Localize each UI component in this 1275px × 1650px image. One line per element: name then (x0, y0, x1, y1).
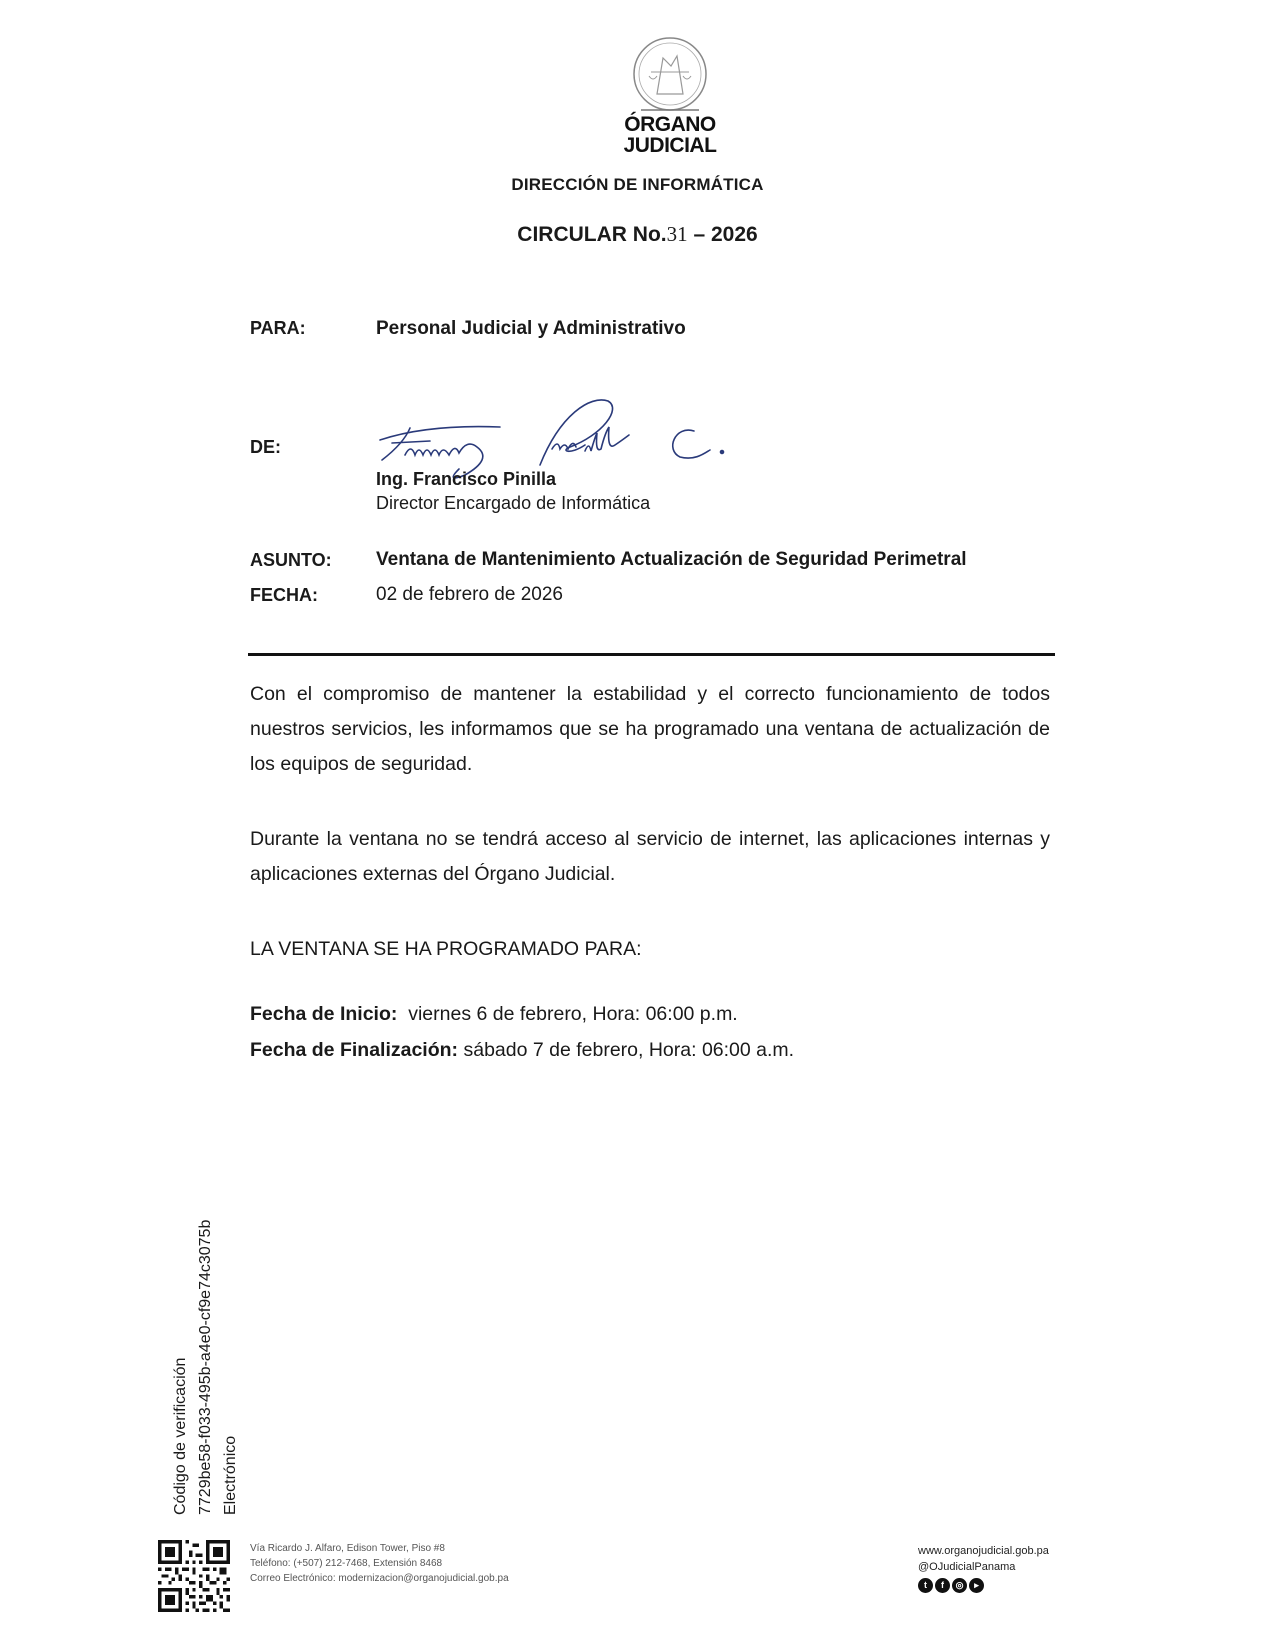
fecha-label: FECHA: (250, 585, 318, 605)
logo-text-organo: ÓRGANO (624, 113, 716, 136)
qr-code-icon[interactable] (158, 1540, 230, 1612)
facebook-icon[interactable]: f (935, 1578, 950, 1593)
start-value: viernes 6 de febrero, Hora: 06:00 p.m. (408, 1003, 738, 1025)
signer-name: Ing. Francisco Pinilla (376, 469, 557, 489)
signer-title: Director Encargado de Informática (376, 493, 651, 513)
end-date-line (250, 1039, 794, 1062)
footer-address (250, 1541, 509, 1586)
logo-text-judicial: JUDICIAL (623, 134, 717, 157)
verification-code: 7729be58-f033-495b-a4e0-cf9e74c3075b (197, 1219, 214, 1515)
body-paragraph-2: Durante la ventana no se tendrá acceso al servicio de internet, las aplicaciones internas y aplicaciones externas del Órgano Judicial. (250, 828, 1050, 885)
asunto-label: ASUNTO: (250, 550, 332, 570)
seal-emblem-icon (627, 36, 713, 116)
circular-year: – 2026 (693, 223, 758, 246)
instagram-icon[interactable]: ◎ (952, 1578, 967, 1593)
end-value: sábado 7 de febrero, Hora: 06:00 a.m. (463, 1039, 795, 1061)
end-label: Fecha de Finalización: (250, 1039, 459, 1061)
address-line-3[interactable]: Correo Electrónico: modernizacion@organojudicial.gob.pa (250, 1573, 509, 1584)
verification-type: Electrónico (222, 1435, 239, 1515)
twitter-icon[interactable]: t (918, 1578, 933, 1593)
website-link[interactable]: www.organojudicial.gob.pa (918, 1545, 1049, 1557)
body-paragraph-3: LA VENTANA SE HA PROGRAMADO PARA: (250, 938, 642, 960)
body-paragraph-1: Con el compromiso de mantener la estabilidad y el correcto funcionamiento de todos nuestros servicios, les informamos que se ha programado una ventana de actualización de los equipos de seguridad. (250, 683, 1050, 775)
address-line-2: Teléfono: (+507) 212-7468, Extensión 8468 (250, 1558, 443, 1569)
asunto-value: Ventana de Mantenimiento Actualización de Seguridad Perimetral (376, 549, 967, 570)
start-label: Fecha de Inicio: (250, 1003, 398, 1025)
social-handle[interactable]: @OJudicialPanama (918, 1561, 1016, 1573)
verification-label: Código de verificación (172, 1357, 189, 1515)
para-label: PARA: (250, 318, 306, 338)
circular-title (0, 222, 1275, 247)
department-heading: DIRECCIÓN DE INFORMÁTICA (511, 175, 764, 194)
address-line-1: Vía Ricardo J. Alfaro, Edison Tower, Piso #8 (250, 1543, 445, 1554)
verification-code-block (168, 1175, 243, 1515)
para-value: Personal Judicial y Administrativo (376, 318, 686, 339)
circular-prefix: CIRCULAR No. (517, 223, 667, 246)
fecha-value: 02 de febrero de 2026 (376, 584, 563, 605)
footer-contact (918, 1543, 1049, 1575)
youtube-icon[interactable]: ▸ (969, 1578, 984, 1593)
social-icons (918, 1578, 984, 1593)
organo-judicial-logo (600, 36, 740, 156)
de-label: DE: (250, 437, 281, 457)
horizontal-divider (248, 653, 1055, 656)
circular-number: 31 (666, 222, 688, 246)
start-date-line (250, 1003, 738, 1026)
